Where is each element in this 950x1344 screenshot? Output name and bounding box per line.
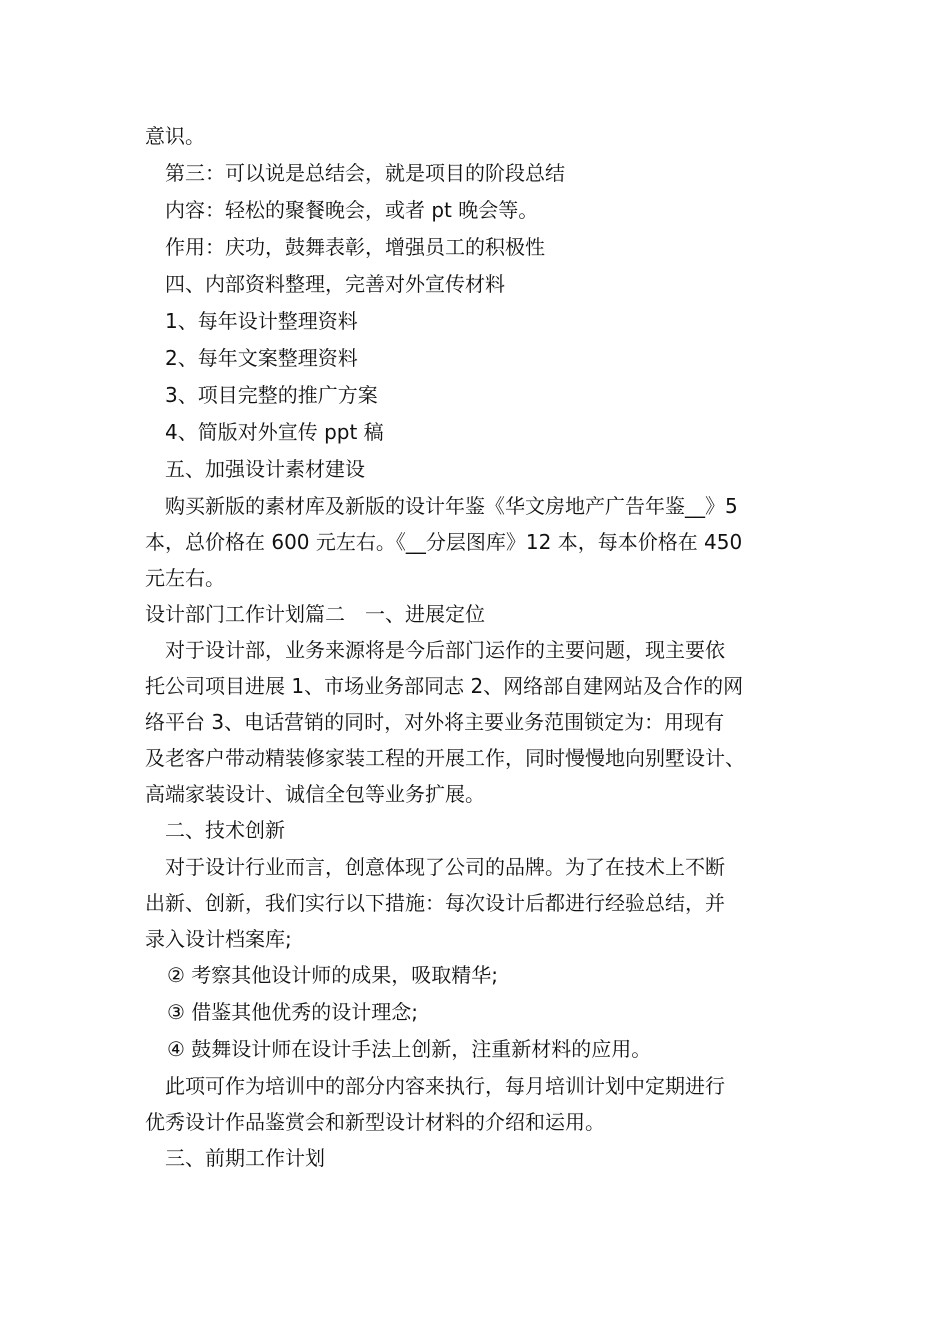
section-heading: 三、前期工作计划	[165, 1146, 325, 1170]
text-line: 第三：可以说是总结会，就是项目的阶段总结	[165, 161, 565, 185]
text-line: 购买新版的素材库及新版的设计年鉴《华文房地产广告年鉴__》5	[165, 494, 738, 518]
text-line: 录入设计档案库;	[145, 927, 292, 951]
text-line: 此项可作为培训中的部分内容来执行，每月培训计划中定期进行	[165, 1074, 725, 1098]
text-line: 及老客户带动精装修家装工程的开展工作，同时慢慢地向别墅设计、	[145, 746, 745, 770]
text-line: 内容：轻松的聚餐晚会，或者 pt 晚会等。	[165, 198, 539, 222]
section-heading: 二、技术创新	[165, 818, 285, 842]
text-line: 托公司项目进展 1、市场业务部同志 2、网络部自建网站及合作的网	[145, 674, 744, 698]
text-line: 络平台 3、电话营销的同时，对外将主要业务范围锁定为：用现有	[145, 710, 725, 734]
list-item: ③ 借鉴其他优秀的设计理念;	[167, 1000, 419, 1024]
text-line: 元左右。	[145, 566, 225, 590]
text-line: 优秀设计作品鉴赏会和新型设计材料的介绍和运用。	[145, 1110, 605, 1134]
text-line: 对于设计行业而言，创意体现了公司的品牌。为了在技术上不断	[165, 855, 725, 879]
section-heading: 五、加强设计素材建设	[165, 457, 365, 481]
list-item: ④ 鼓舞设计师在设计手法上创新，注重新材料的应用。	[167, 1037, 652, 1061]
list-item: 2、每年文案整理资料	[165, 346, 358, 370]
text-line: 本，总价格在 600 元左右。《__分层图库》12 本，每本价格在 450	[145, 530, 743, 554]
text-line: 高端家装设计、诚信全包等业务扩展。	[145, 782, 485, 806]
list-item: ② 考察其他设计师的成果，吸取精华;	[167, 963, 499, 987]
document-body	[145, 118, 815, 1177]
list-item: 3、项目完整的推广方案	[165, 383, 378, 407]
list-item: 4、简版对外宣传 ppt 稿	[165, 420, 384, 444]
section-heading: 设计部门工作计划篇二 一、进展定位	[145, 602, 485, 626]
text-line: 出新、创新，我们实行以下措施：每次设计后都进行经验总结，并	[145, 891, 725, 915]
text-line: 对于设计部，业务来源将是今后部门运作的主要问题，现主要依	[165, 638, 725, 662]
text-line: 意识。	[145, 124, 205, 148]
text-line: 作用：庆功，鼓舞表彰，增强员工的积极性	[165, 235, 545, 259]
list-item: 1、每年设计整理资料	[165, 309, 358, 333]
section-heading: 四、内部资料整理，完善对外宣传材料	[165, 272, 505, 296]
